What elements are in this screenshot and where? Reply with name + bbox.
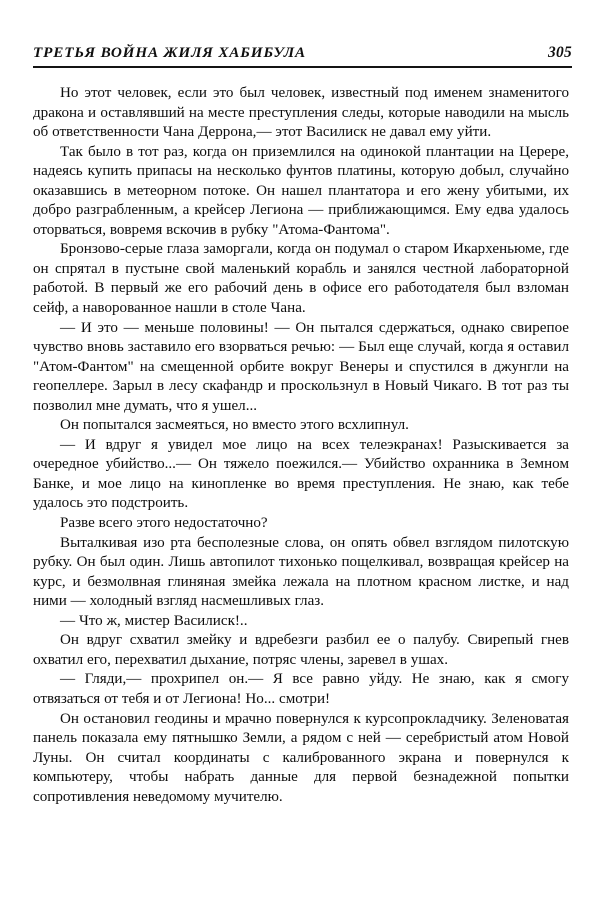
- body-paragraph: Выталкивая изо рта бесполезные слова, он опять обвел взглядом пилотскую рубку. Он был один. Лишь автопилот тихонько пощелкивал, возвращая крейсер на курс, и безмолвная глиняная змейка лежала на плотном красном листке, и над ними — холодный взгляд насмешливых глаз.: [33, 534, 569, 610]
- body-paragraph: — Что ж, мистер Василиск!..: [60, 612, 248, 629]
- running-header: [33, 44, 572, 62]
- page-number: 305: [548, 44, 572, 61]
- body-paragraph: Но этот человек, если это был человек, известный под именем знаменитого дракона и оставлявший на месте преступления следы, которые наводили на мысль об ответственности Чана Деррона,— этот Василиск не давал ему уйти.: [33, 85, 569, 141]
- running-header-title: ТРЕТЬЯ ВОЙНА ЖИЛЯ ХАБИБУЛА: [33, 44, 307, 61]
- body-paragraph: Он вдруг схватил змейку и вдребезги разбил ее о палубу. Свирепый гнев охватил его, перехватил дыхание, потряс члены, заревел в ушах.: [33, 632, 569, 668]
- header-divider-rule: [33, 66, 572, 68]
- body-paragraph: Бронзово-серые глаза заморгали, когда он подумал о старом Икархеньюме, где он спрятал в пустыне свой маленький корабль и занялся честной лабораторной работой. В первый же его рабочий день в офисе его работодателя был взломан сейф, а наворованное нашли в столе Чана.: [33, 241, 569, 317]
- body-paragraph: — И это — меньше половины! — Он пытался сдержаться, однако свирепое чувство вновь заставило его взорваться речью: — Был еще случай, когда я оставил "Атом-Фантом" на смещенной орбите вокруг Венеры и спустился в джунгли на геопеллере. Зарыл в лесу скафандр и проскользнул в Новый Чикаго. В тот раз ты позволил мне думать, что я ушел...: [33, 319, 569, 414]
- body-paragraph: Так было в тот раз, когда он приземлился на одинокой плантации на Церере, надеясь купить припасы на несколько фунтов платины, которую добыл, случайно оказавшись в метеорном потоке. Он нашел плантатора и его жену убитыми, их добро разграбленным, а крейсер Легиона — приближающимся. Ему едва удалось оторваться, вовремя вскочив в рубку "Атома-Фантома".: [33, 143, 569, 238]
- body-paragraph: Он попытался засмеяться, но вместо этого всхлипнул.: [60, 417, 409, 434]
- body-paragraph: Он остановил геодины и мрачно повернулся к курсопрокладчику. Зеленоватая панель показала ему пятнышко Земли, а рядом с ней — серебристый атом Новой Луны. Он считал координаты с калиброванного экрана и повернулся к компьютеру, чтобы набрать данные для первой безнадежной попытки сопротивления неведомому мучителю.: [33, 710, 569, 805]
- body-paragraph: — Гляди,— прохрипел он.— Я все равно уйду. Не знаю, как я смогу отвязаться от тебя и от Легиона! Но... смотри!: [33, 671, 569, 707]
- body-paragraph: — И вдруг я увидел мое лицо на всех телеэкранах! Разыскивается за очередное убийство...— Он тяжело поежился.— Убийство охранника в Земном Банке, и мое лицо на кинопленке во время преступления. Не знаю, как тебе удалось это подстроить.: [33, 436, 569, 512]
- body-paragraph: Разве всего этого недостаточно?: [60, 515, 268, 532]
- body-text-block: [33, 84, 569, 807]
